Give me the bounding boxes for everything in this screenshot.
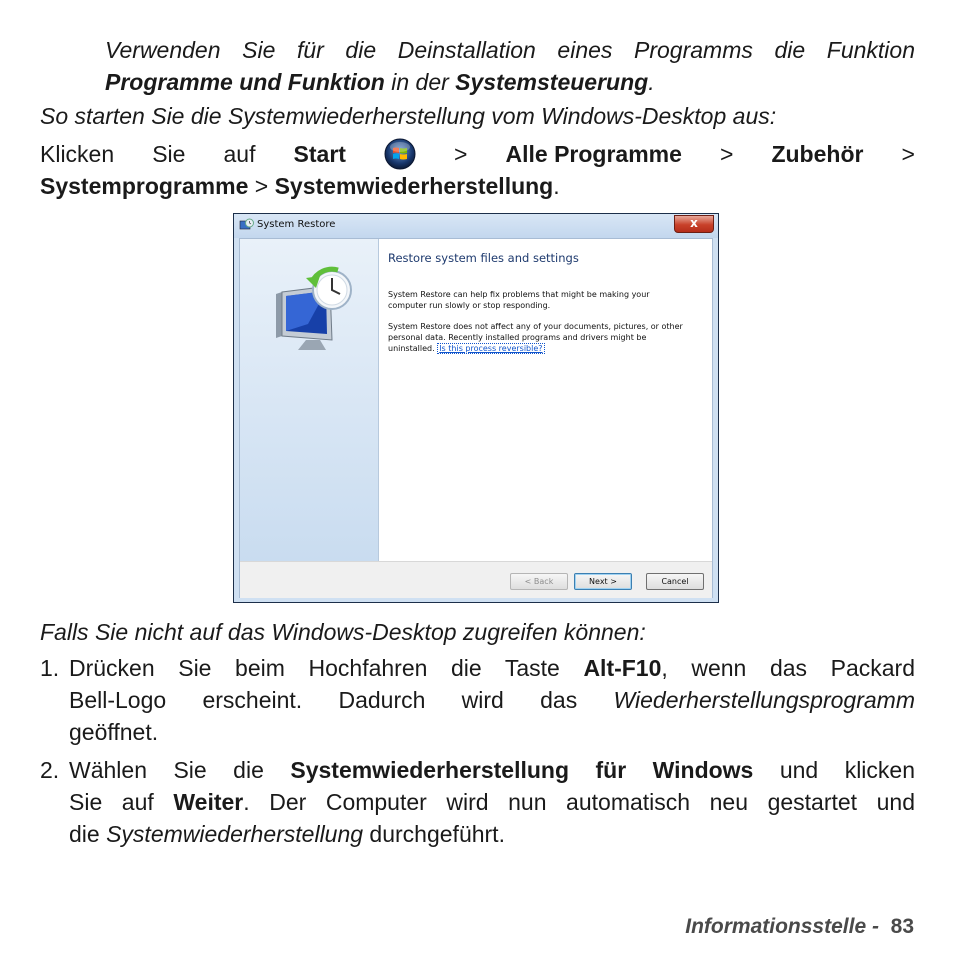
next-button[interactable]: Next > — [574, 573, 632, 590]
back-button[interactable]: < Back — [510, 573, 568, 590]
cancel-button[interactable]: Cancel — [646, 573, 704, 590]
list-item-1-row-2 — [69, 684, 915, 716]
item1-text-a: Drücken Sie beim Hochfahren die Taste — [69, 655, 584, 681]
start-path-period: . — [553, 173, 560, 199]
page-footer — [685, 915, 914, 939]
list-item-1 — [40, 652, 915, 748]
dialog-paragraph-2 — [388, 321, 688, 354]
start-path-paragraph — [40, 138, 915, 202]
recovery-program-term: Wiederherstellungsprogramm — [613, 687, 915, 713]
item2-text-d: . Der Computer wird nun automatisch neu gestartet und — [243, 789, 916, 815]
page-number: 83 — [890, 915, 914, 938]
system-tools-label: Systemprogramme — [40, 173, 249, 199]
dialog-client-area — [239, 238, 713, 598]
intro-bold-programs: Programme und Funktion — [105, 69, 385, 95]
close-button[interactable]: x — [674, 215, 714, 233]
item1-text-c: Bell-Logo erscheint. Dadurch wird das — [69, 687, 614, 713]
system-restore-dialog — [233, 213, 719, 603]
all-programs-label: Alle Programme — [505, 141, 682, 167]
dialog-heading: Restore system files and settings — [388, 251, 579, 265]
intro-line-2 — [105, 69, 655, 95]
reversible-link[interactable]: Is this process reversible? — [439, 344, 543, 353]
list-item-2-row-3 — [69, 818, 915, 850]
list-number-2: 2. — [40, 757, 60, 783]
separator-2: > — [719, 141, 734, 167]
item2-text-a: Wählen Sie die — [69, 757, 291, 783]
item2-text-e: die — [69, 821, 107, 847]
footer-section: Informationsstelle - — [685, 915, 879, 938]
word-sie: Sie — [152, 141, 186, 167]
list-item-2-text — [69, 754, 915, 850]
item2-text-f: durchgeführt. — [363, 821, 505, 847]
dialog-content — [388, 251, 688, 364]
list-item-1-row-3: geöffnet. — [69, 719, 159, 745]
intro-text-2: in der — [384, 69, 456, 95]
howto-heading: So starten Sie die Systemwiederherstellung vom Windows-Desktop aus: — [40, 103, 777, 129]
dialog-button-bar — [240, 561, 712, 598]
intro-bold-control-panel: Systemsteuerung — [455, 69, 649, 95]
system-restore-computer-clock-icon — [268, 264, 358, 354]
list-item-1-text — [69, 652, 915, 748]
start-label: Start — [293, 141, 346, 167]
item1-text-b: , wenn das Packard — [661, 655, 915, 681]
key-alt-f10: Alt-F10 — [583, 655, 662, 681]
intro-line-1: Verwenden Sie für die Deinstallation eines Programms die Funktion — [105, 37, 915, 63]
system-restore-label: Systemwiederherstellung — [274, 173, 554, 199]
intro-paragraph — [105, 34, 915, 98]
list-item-2-row-2 — [69, 786, 915, 818]
dialog-paragraph-2-text: System Restore does not affect any of your documents, pictures, or other personal data. Recently installed programs and drivers might be uninstalled. — [388, 322, 683, 353]
item2-text-c: Sie auf — [69, 789, 174, 815]
separator-1: > — [454, 141, 468, 167]
weiter-term: Weiter — [173, 789, 244, 815]
system-restore-windows-term: Systemwiederherstellung für Windows — [290, 757, 754, 783]
separator-4: > — [254, 173, 269, 199]
item2-text-b: und klicken — [753, 757, 915, 783]
start-path-line-1 — [40, 138, 915, 170]
dialog-paragraph-1: System Restore can help fix problems that might be making your computer run slowly or stop responding. — [388, 290, 650, 310]
word-auf: auf — [223, 141, 256, 167]
list-item-2 — [40, 754, 915, 850]
system-restore-term: Systemwiederherstellung — [106, 821, 364, 847]
system-restore-small-icon — [239, 218, 254, 233]
windows-start-orb-icon — [384, 138, 416, 170]
dialog-titlebar — [234, 214, 718, 238]
word-klicken: Klicken — [40, 141, 115, 167]
fallback-heading: Falls Sie nicht auf das Windows-Desktop zugreifen können: — [40, 619, 646, 645]
start-path-line-2 — [40, 170, 915, 202]
list-item-2-row-1 — [69, 754, 915, 786]
intro-text-3: . — [648, 69, 655, 95]
accessories-label: Zubehör — [771, 141, 864, 167]
dialog-side-panel — [240, 239, 379, 561]
list-number-1: 1. — [40, 655, 60, 681]
separator-3: > — [901, 141, 915, 167]
list-item-1-row-1 — [69, 652, 915, 684]
dialog-title: System Restore — [257, 219, 336, 230]
